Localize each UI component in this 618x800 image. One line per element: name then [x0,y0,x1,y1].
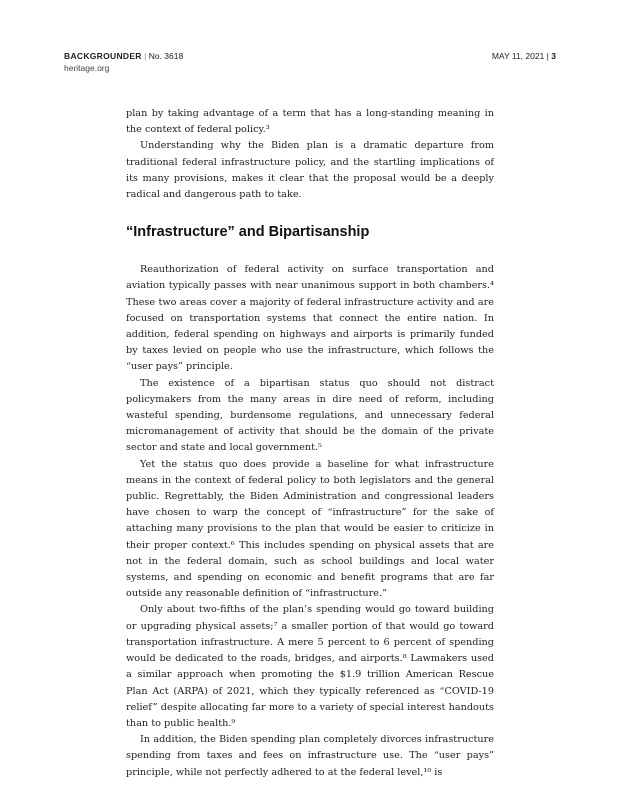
page-number: 3 [551,51,556,61]
section-heading: “Infrastructure” and Bipartisanship [126,224,370,241]
paragraph: Reauthorization of federal activity on surface transportation and aviation typically passes with near unanimous support in both chambers.⁴ These two areas cover a majority of federal infrastructure activity and are focused on transportation systems that connect the entire nation. In addition, federal spending on highways and airports is primarily funded by taxes levied on people who use the infrastructure, which follows the “user pays” principle. [126,264,494,373]
paragraph: The existence of a bipartisan status quo should not distract policymakers from the many areas in dire need of reform, including wasteful spending, burdensome regulations, and unnecessary federal micromanagement of activity that should be the domain of the private sector and state and local government.⁵ [126,377,494,454]
publication-number: No. 3618 [148,51,184,61]
running-header-left [64,50,183,74]
header-separator: | [144,51,147,61]
publication-line [64,50,183,62]
paragraph: plan by taking advantage of a term that has a long-standing meaning in the context of federal policy.³ [126,108,494,136]
paragraph: In addition, the Biden spending plan completely divorces infrastructure spending from taxes and fees on infrastructure use. The “user pays” principle, while not perfectly adhered to at the federal level,¹⁰ is [126,734,494,778]
paragraph: Understanding why the Biden plan is a dramatic departure from traditional federal infrastructure policy, and the startling implications of its many provisions, makes it clear that the proposal would be a deeply radical and dangerous path to take. [126,140,494,201]
article-body [126,106,494,781]
publication-date: MAY 11, 2021 [491,51,545,61]
site-name: heritage.org [64,63,110,73]
running-header-right [492,50,556,62]
header-separator-right: | [546,51,549,61]
paragraph: Yet the status quo does provide a baseline for what infrastructure means in the context of federal policy to both legislators and the general public. Regrettably, the Biden Administration and congressional leaders have chosen to warp the concept of “infrastructure” for the sake of attaching many provisions to the plan that would be easier to criticize in their proper context.⁶ This includes spending on physical assets that are not in the federal domain, such as school buildings and local water systems, and spending on economic and benefit programs that are far outside any reasonable definition of “infrastructure.” [126,458,494,600]
paragraph: Only about two-fifths of the plan’s spending would go toward building or upgrading physical assets;⁷ a smaller portion of that would go toward transportation infrastructure. A mere 5 percent to 6 percent of spending would be dedicated to the roads, bridges, and airports.⁸ Lawmakers used a similar approach when promoting the $1.9 trillion American Rescue Plan Act (ARPA) of 2021, which they typically referenced as “COVID-19 relief” despite allocating far more to a variety of special interest handouts than to public health.⁹ [126,604,494,729]
publication-name: BACKGROUNDER [64,51,142,61]
